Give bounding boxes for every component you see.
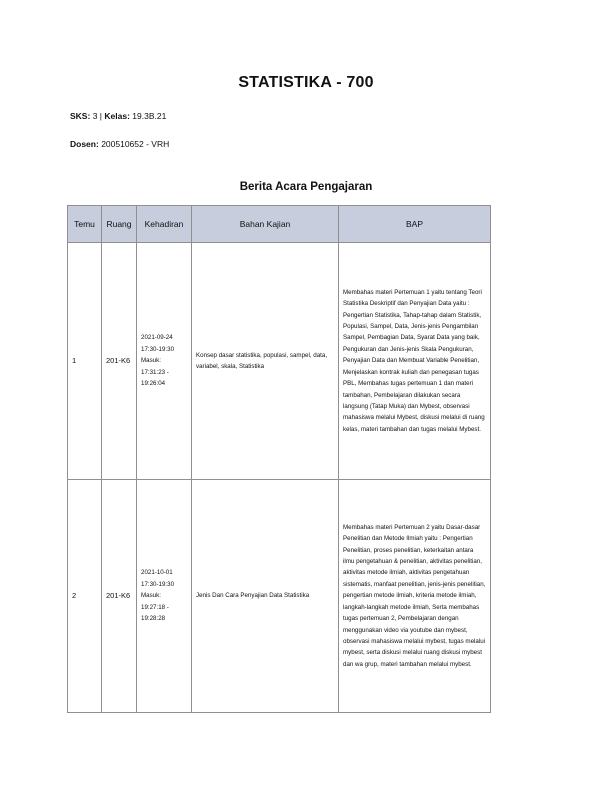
sks-value: 3 bbox=[92, 111, 98, 121]
attendance-date: 2021-10-01 bbox=[141, 569, 173, 577]
page-title: STATISTIKA - 700 bbox=[238, 74, 374, 91]
bahan-kajian-cell: Jenis Dan Cara Penyajian Data Statistika bbox=[192, 480, 339, 713]
sks-label: SKS: bbox=[70, 111, 91, 121]
attendance-date: 2021-09-24 bbox=[141, 334, 173, 342]
ruang-cell bbox=[102, 480, 137, 713]
bap-cell: Membahas materi Pertemuan 2 yaitu Dasar-dasar Penelitian dan Metode Ilmiah yaitu : Pengertian Penelitian, proses penelitian, keterkaitan antara ilmu pengetahuan & penelitian, aktivitas penelitian, aktivitas metode ilmiah, aktivitas pengetahuan sistematis, manfaat penelitian, jenis-jenis penelitian, pengertian metode ilmiah, kriteria metode ilmiah, langkah-langkah metode ilmiah, Serta membahas tugas pertemuan 2, Pembelajaran dengan menggunakan video via youtube dan mybest, observasi mahasiswa melalui mybest, tugas melalui mybest, serta diskusi melalui ruang diskusi mybest dan wa grup, materi tambahan melalui mybest. bbox=[339, 480, 491, 713]
table-row bbox=[68, 243, 491, 480]
kehadiran-cell bbox=[137, 480, 192, 713]
course-meta-line bbox=[70, 111, 166, 121]
meta-separator: | bbox=[99, 111, 103, 121]
attendance-out: 19:28:28 bbox=[141, 615, 166, 623]
header-bahan-kajian: Bahan Kajian bbox=[192, 206, 339, 243]
ruang-text: 201-K6 bbox=[106, 591, 131, 601]
bap-table bbox=[67, 205, 491, 713]
attendance-status: Masuk: bbox=[141, 592, 161, 600]
ruang-cell bbox=[102, 243, 137, 480]
header-bap: BAP bbox=[339, 206, 491, 243]
dosen-value: 200510652 - VRH bbox=[101, 139, 170, 149]
temu-cell: 2 bbox=[68, 480, 102, 713]
attendance-status: Masuk: bbox=[141, 357, 161, 365]
kelas-label: Kelas: bbox=[104, 111, 130, 121]
kehadiran-cell bbox=[137, 243, 192, 480]
table-row bbox=[68, 480, 491, 713]
bahan-kajian-cell: Konsep dasar statistika, populasi, sampel, data, variabel, skala, Statistika bbox=[192, 243, 339, 480]
attendance-time: 17:30-19:30 bbox=[141, 345, 175, 353]
ruang-text: 201-K6 bbox=[106, 356, 131, 366]
kelas-value: 19.3B.21 bbox=[132, 111, 167, 121]
lecturer-line bbox=[70, 139, 169, 149]
header-kehadiran: Kehadiran bbox=[137, 206, 192, 243]
header-ruang: Ruang bbox=[102, 206, 137, 243]
dosen-label: Dosen: bbox=[70, 139, 99, 149]
attendance-in: 19:27:18 - bbox=[141, 603, 169, 611]
table-header-row bbox=[68, 206, 491, 243]
temu-cell: 1 bbox=[68, 243, 102, 480]
attendance-in: 17:31:23 - bbox=[141, 368, 169, 376]
bap-cell: Membahas materi Pertemuan 1 yaitu tentang Teori Statistika Deskriptif dan Penyajian Data yaitu : Pengertian Statistika, Tahap-tahap dalam Statistik, Populasi, Sampel, Data, Jenis-jenis Pengambilan Sampel, Pembagian Data, Syarat Data yang baik, Pengukuran dan Jenis-jenis Skala Pengukuran, Penyajian Data dan Membuat Variable Penelitian, Menjelaskan kontrak kuliah dan penegasan tugas PBL, Membahas tugas pertemuan 1 dan materi tambahan, Pembelajaran dilakukan secara langsung (Tatap Muka) dan Mybest, observasi mahasiswa melalui Mybest, diskusi melalui di ruang kelas, materi tambahan dan tugas melalui Mybest. bbox=[339, 243, 491, 480]
header-temu: Temu bbox=[68, 206, 102, 243]
attendance-time: 17:30-19:30 bbox=[141, 580, 175, 588]
section-title: Berita Acara Pengajaran bbox=[239, 181, 373, 193]
attendance-out: 19:26:04 bbox=[141, 380, 166, 388]
